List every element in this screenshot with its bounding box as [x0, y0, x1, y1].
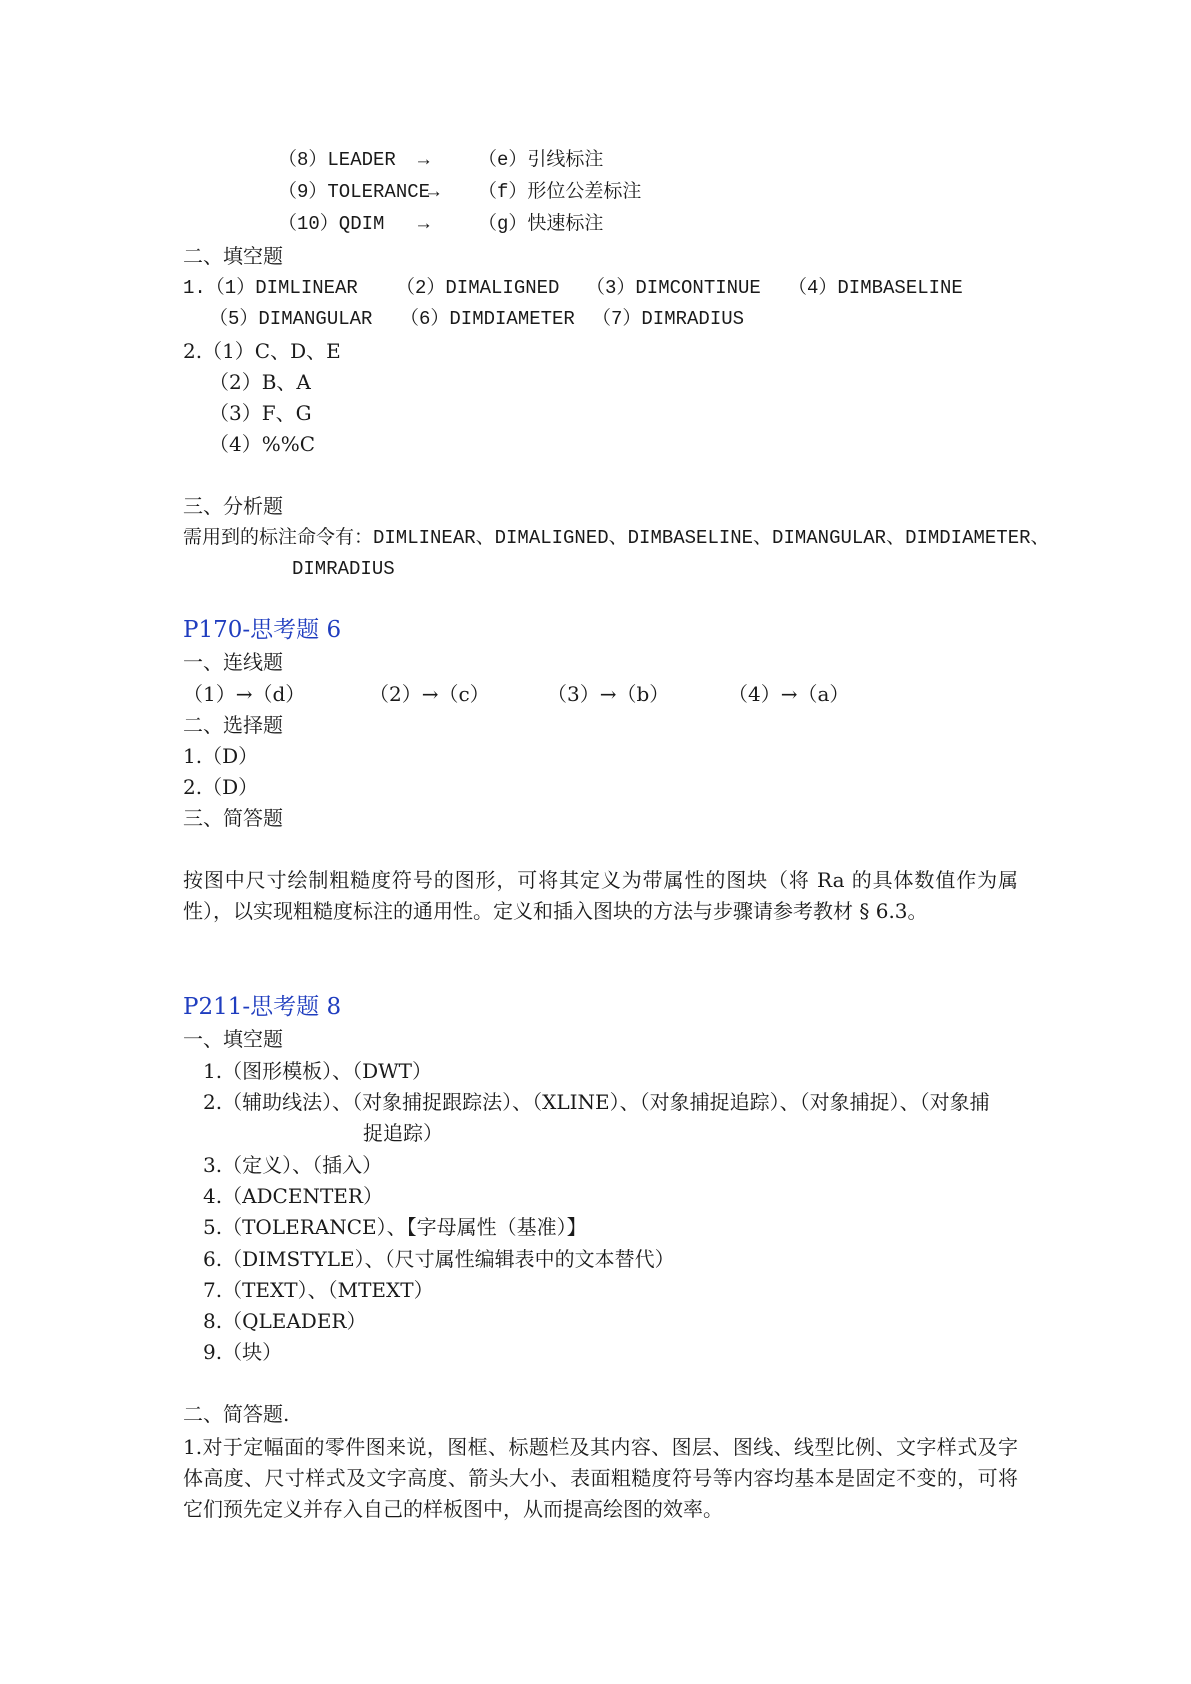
answer-item: 捉追踪） [363, 1121, 443, 1145]
arrow-icon: → [418, 149, 430, 171]
answer-item: （3）DIMCONTINUE [586, 277, 761, 299]
answer-item: （4）→（a） [728, 682, 850, 706]
answer-item: （4）%%C [209, 432, 316, 456]
match-left: （9）TOLERANCE [278, 181, 431, 203]
answer-item: （2）→（c） [369, 682, 490, 706]
section-title: 二、简答题. [183, 1402, 290, 1426]
arrow-icon: → [418, 213, 430, 235]
answer-item: 8.（QLEADER） [203, 1309, 367, 1333]
answer-item: 3.（定义）、（插入） [203, 1153, 383, 1177]
match-left: （8）LEADER [278, 149, 396, 171]
section-title: 一、连线题 [183, 650, 283, 674]
answer-item: 2.（D） [183, 775, 259, 799]
answer-item: 5.（TOLERANCE）、【字母属性（基准）】 [203, 1215, 587, 1239]
answer-item: 7.（TEXT）、（MTEXT） [203, 1278, 434, 1302]
answer-item: 1.（D） [183, 744, 259, 768]
analysis-line: 需用到的标注命令有：DIMLINEAR、DIMALIGNED、DIMBASELINE、DIMANGULAR、DIMDIAMETER、 [183, 527, 1050, 549]
match-right: （f）形位公差标注 [478, 181, 642, 203]
answer-item: 1.（1）DIMLINEAR [183, 277, 358, 299]
answer-item: （5）DIMANGULAR [209, 308, 373, 330]
answer-item: 2.（1）C、D、E [183, 339, 341, 363]
answer-item: 4.（ADCENTER） [203, 1184, 383, 1208]
arrow-icon: → [428, 181, 440, 203]
section-title: 一、填空题 [183, 1027, 283, 1051]
analysis-line: DIMRADIUS [292, 558, 395, 580]
section-title: 三、简答题 [183, 806, 283, 830]
section-title: 二、填空题 [183, 244, 283, 268]
answer-paragraph: 按图中尺寸绘制粗糙度符号的图形，可将其定义为带属性的图块（将 Ra 的具体数值作为属性），以实现粗糙度标注的通用性。定义和插入图块的方法与步骤请参考教材 § 6.3。 [183, 868, 1018, 923]
answer-item: 6.（DIMSTYLE）、（尺寸属性编辑表中的文本替代） [203, 1247, 675, 1271]
answer-item: 9.（块） [203, 1340, 283, 1364]
answer-item: （7）DIMRADIUS [592, 308, 745, 330]
answer-item: （3）→（b） [547, 682, 670, 706]
answer-item: 1.（图形模板）、（DWT） [203, 1059, 433, 1083]
section-title: 三、分析题 [183, 494, 283, 518]
match-right: （e）引线标注 [478, 149, 604, 171]
answer-item: （1）→（d） [183, 682, 306, 706]
answer-item: （3）F、G [209, 401, 312, 425]
match-left: （10）QDIM [278, 213, 385, 235]
section-heading: P170-思考题 6 [183, 617, 342, 643]
answer-item: 2.（辅助线法）、（对象捕捉跟踪法）、（XLINE）、（对象捕捉追踪）、（对象捕捉）、（对象捕 [203, 1090, 990, 1114]
section-heading: P211-思考题 8 [183, 994, 342, 1020]
answer-item: （6）DIMDIAMETER [400, 308, 575, 330]
answer-item: （4）DIMBASELINE [788, 277, 963, 299]
section-title: 二、选择题 [183, 713, 283, 737]
match-right: （g）快速标注 [478, 213, 604, 235]
answer-item: （2）B、A [209, 370, 311, 394]
answer-paragraph: 1.对于定幅面的零件图来说，图框、标题栏及其内容、图层、图线、线型比例、文字样式及字体高度、尺寸样式及文字高度、箭头大小、表面粗糙度符号等内容均基本是固定不变的，可将它们预先定义并存入自己的样板图中，从而提高绘图的效率。 [183, 1435, 1018, 1521]
answer-item: （2）DIMALIGNED [396, 277, 560, 299]
